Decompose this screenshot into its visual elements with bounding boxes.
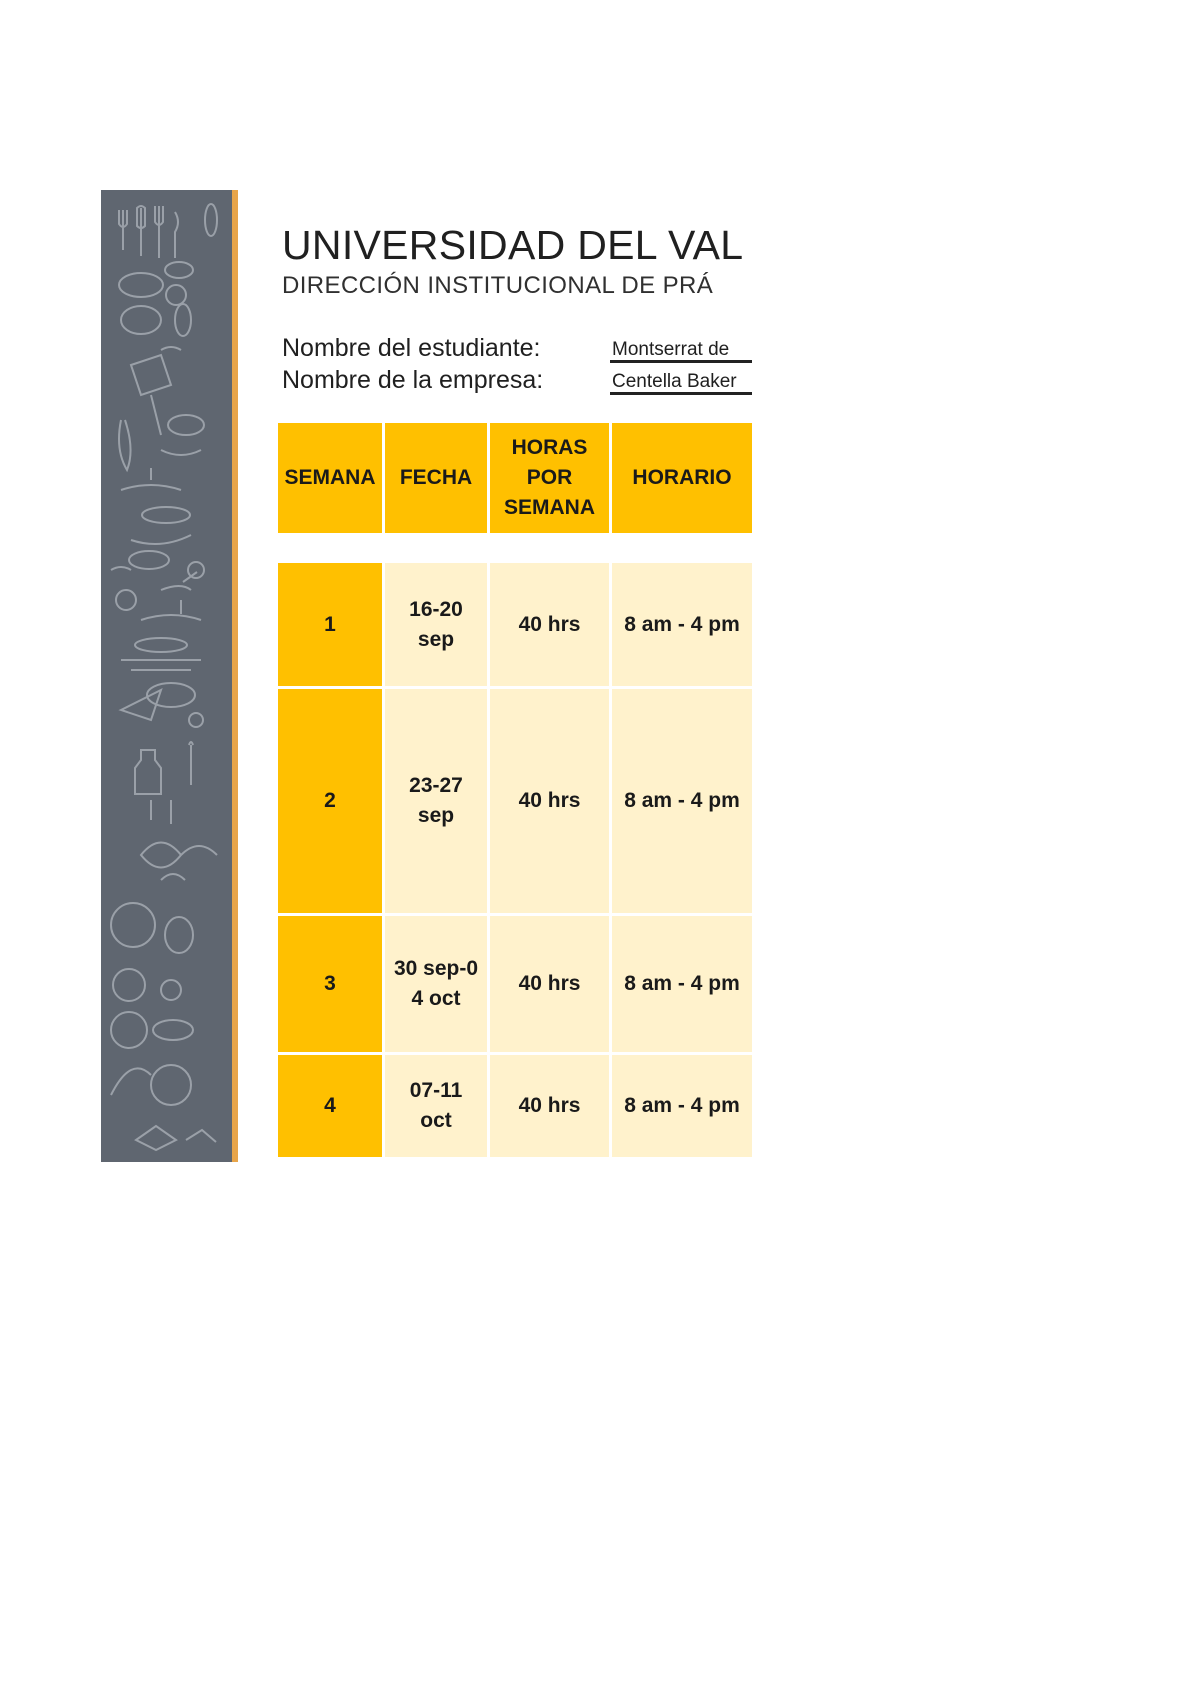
table-cell-semana: 2 xyxy=(278,689,382,913)
page-title: UNIVERSIDAD DEL VAL xyxy=(282,222,744,268)
student-name-label: Nombre del estudiante: xyxy=(282,334,541,362)
header-horario: HORARIO xyxy=(612,423,752,533)
header-semana: SEMANA xyxy=(278,423,382,533)
table-cell-horario: 8 am - 4 pm xyxy=(612,1055,752,1157)
table-cell-fecha: 16-20 sep xyxy=(385,563,487,686)
table-cell-horas: 40 hrs xyxy=(490,916,609,1052)
header-horas-por-semana: HORAS POR SEMANA xyxy=(490,423,609,533)
company-name-value: Centella Baker xyxy=(612,371,737,392)
company-name-label: Nombre de la empresa: xyxy=(282,366,544,394)
table-cell-semana: 3 xyxy=(278,916,382,1052)
sidebar-accent-stripe xyxy=(232,190,238,1162)
table-cell-horas: 40 hrs xyxy=(490,1055,609,1157)
table-cell-fecha: 07-11 oct xyxy=(385,1055,487,1157)
table-cell-horario: 8 am - 4 pm xyxy=(612,916,752,1052)
table-cell-fecha: 23-27 sep xyxy=(385,689,487,913)
header-fecha: FECHA xyxy=(385,423,487,533)
student-name-value: Montserrat de xyxy=(612,339,730,360)
table-cell-horas: 40 hrs xyxy=(490,689,609,913)
document-body xyxy=(270,190,752,1170)
table-cell-horario: 8 am - 4 pm xyxy=(612,563,752,686)
company-name-underline xyxy=(610,392,752,395)
table-cell-horario: 8 am - 4 pm xyxy=(612,689,752,913)
food-illustration-pattern xyxy=(101,190,232,1162)
decorative-sidebar xyxy=(101,190,232,1162)
page-subtitle: DIRECCIÓN INSTITUCIONAL DE PRÁ xyxy=(282,272,714,299)
table-cell-fecha: 30 sep-04 oct xyxy=(385,916,487,1052)
table-cell-semana: 1 xyxy=(278,563,382,686)
table-cell-horas: 40 hrs xyxy=(490,563,609,686)
table-cell-semana: 4 xyxy=(278,1055,382,1157)
student-name-underline xyxy=(610,360,752,363)
